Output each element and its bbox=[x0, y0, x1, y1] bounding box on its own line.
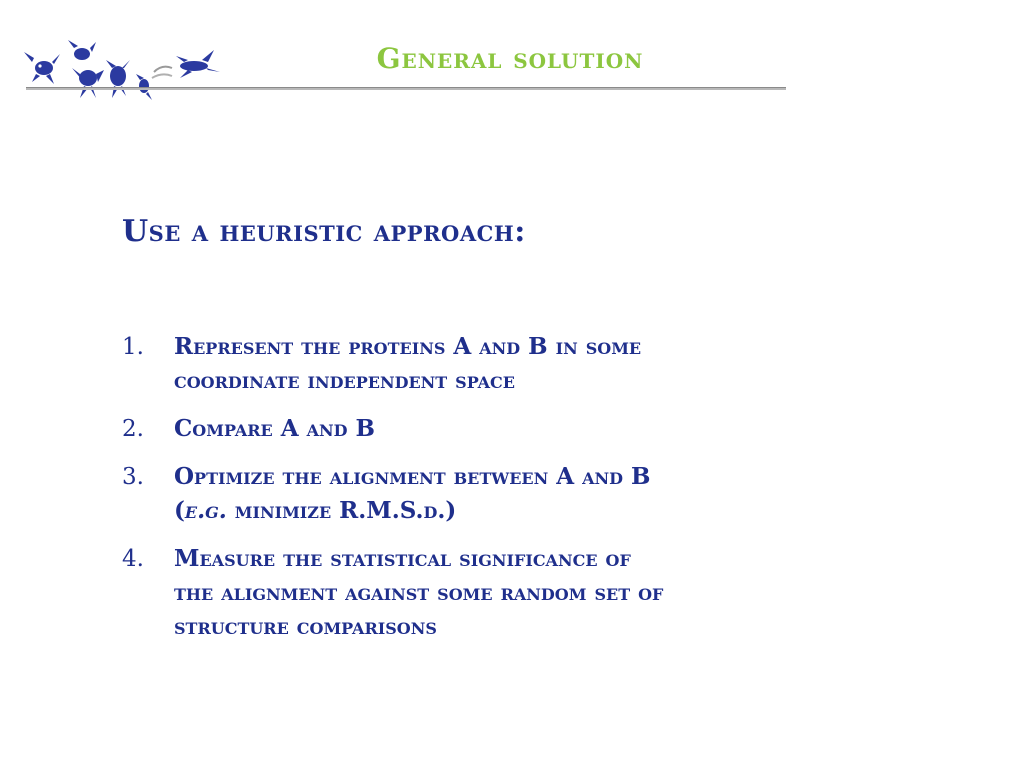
step-text-prefix: ( bbox=[174, 497, 185, 524]
step-number: 1. bbox=[122, 334, 144, 360]
logo-graphic bbox=[22, 38, 222, 108]
step-text-italic: e.g. bbox=[184, 497, 227, 524]
title-divider bbox=[26, 87, 786, 90]
step-text-line: Compare A and B bbox=[174, 415, 375, 442]
list-item bbox=[122, 460, 882, 528]
creature-4-icon bbox=[136, 67, 172, 100]
creature-1-icon bbox=[24, 52, 60, 84]
step-text bbox=[174, 330, 882, 398]
step-text-line: Represent the proteins A and B in some bbox=[174, 333, 642, 360]
step-text-suffix: minimize R.M.S.d.) bbox=[226, 497, 457, 524]
step-text-line: the alignment against some random set of bbox=[174, 579, 664, 606]
step-text-line: coordinate independent space bbox=[174, 367, 515, 394]
step-number: 2. bbox=[122, 416, 144, 442]
slide-title: General solution bbox=[376, 42, 644, 75]
step-text bbox=[174, 412, 882, 446]
creature-5-icon bbox=[176, 50, 220, 78]
steps-list bbox=[122, 330, 882, 658]
step-text-line: structure comparisons bbox=[174, 613, 437, 640]
step-text-line: Optimize the alignment between A and B bbox=[174, 463, 651, 490]
step-text-line: Measure the statistical significance of bbox=[174, 545, 631, 572]
list-item bbox=[122, 542, 882, 644]
step-text bbox=[174, 542, 882, 644]
creature-3-icon bbox=[106, 60, 130, 98]
step-text bbox=[174, 460, 882, 528]
list-item bbox=[122, 412, 882, 446]
list-item bbox=[122, 330, 882, 398]
step-number: 4. bbox=[122, 546, 144, 572]
flying-creatures-logo bbox=[22, 38, 222, 108]
section-heading: Use a heuristic approach: bbox=[122, 214, 526, 249]
step-number: 3. bbox=[122, 464, 144, 490]
